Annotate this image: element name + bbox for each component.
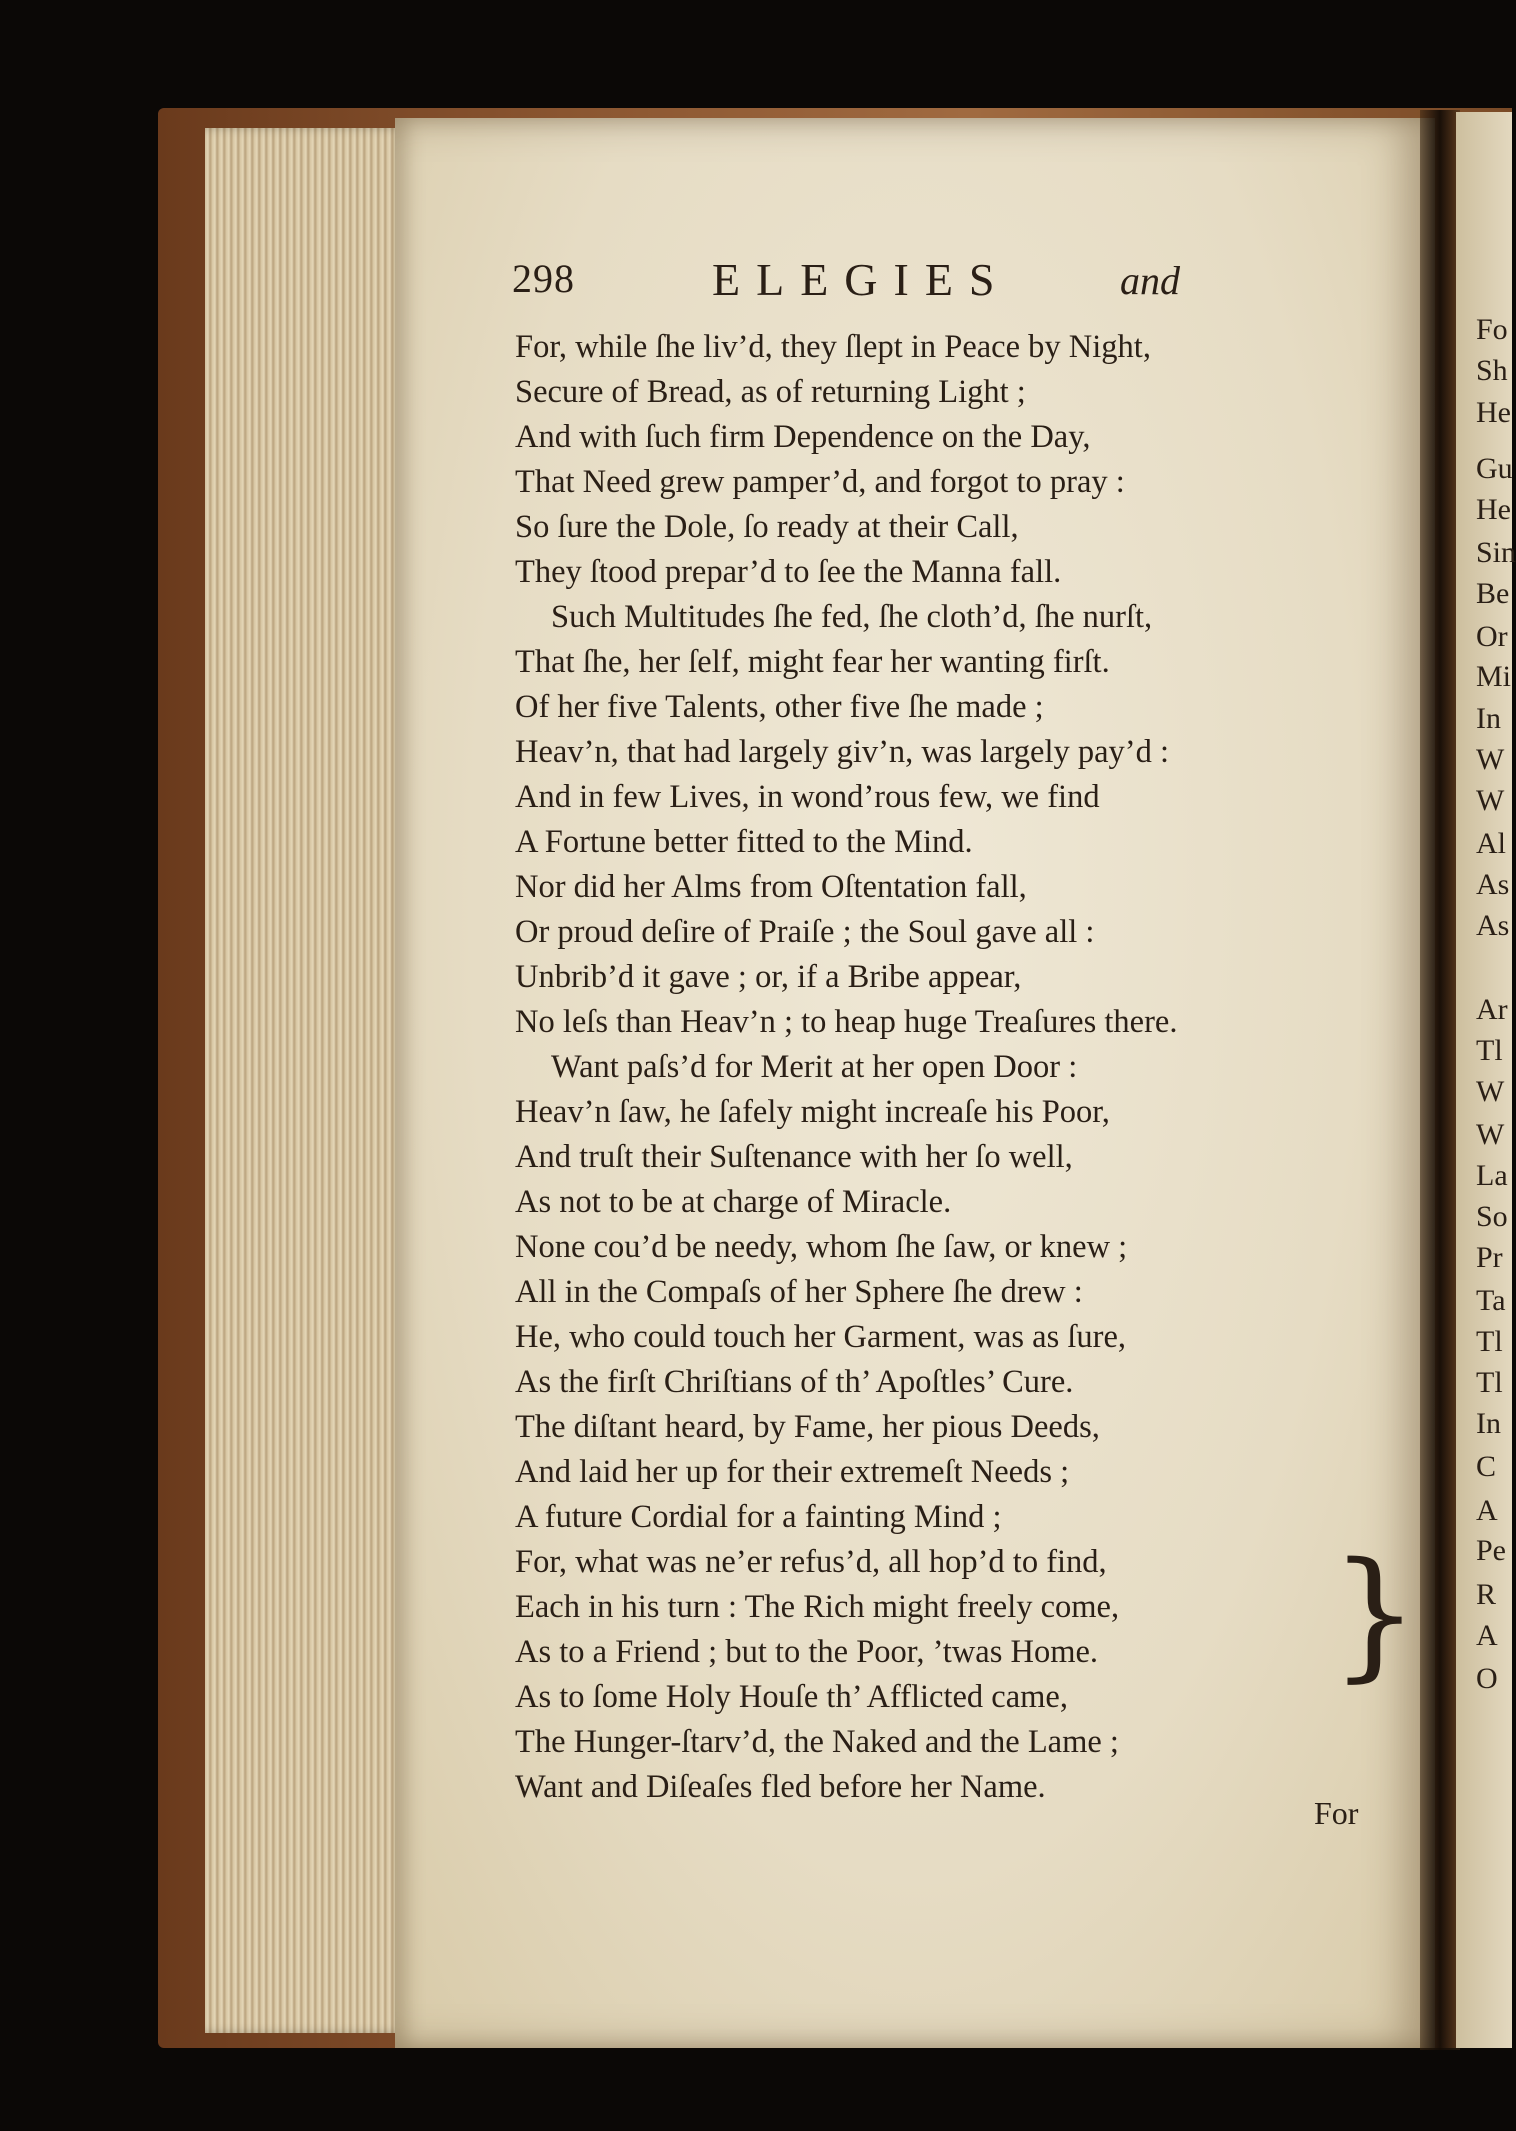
poem-line: As the firſt Chriſtians of th’ Apoſtles’ Cure. (515, 1364, 1074, 1400)
facing-page-fragment: R (1476, 1577, 1497, 1611)
poem-line: And with ſuch firm Dependence on the Day, (515, 419, 1091, 455)
poem-line: And laid her up for their extremeſt Needs ; (515, 1454, 1070, 1490)
poem-line: He, who could touch her Garment, was as ſure, (515, 1319, 1126, 1355)
brace-mark: } (1330, 1533, 1420, 1696)
facing-page-fragment: Al (1476, 827, 1506, 861)
poem-line: So ſure the Dole, ſo ready at their Call, (515, 509, 1019, 545)
running-title: ELEGIES (712, 254, 1011, 305)
facing-page-fragment: A (1476, 1493, 1498, 1527)
poem-line: Nor did her Alms from Oſtentation fall, (515, 869, 1027, 905)
catchword: For (1314, 1795, 1359, 1831)
facing-page-fragment: Fo (1476, 313, 1508, 347)
poem-line: None cou’d be needy, whom ſhe ſaw, or knew ; (515, 1229, 1128, 1265)
facing-page-fragment: Tl (1476, 1033, 1503, 1067)
poem-line: Want paſs’d for Merit at her open Door : (551, 1049, 1078, 1085)
page-number: 298 (512, 256, 575, 301)
facing-page-fragment: As (1476, 908, 1510, 942)
facing-page-fragment: He (1476, 396, 1511, 430)
poem-line: That ſhe, her ſelf, might fear her wanting firſt. (515, 644, 1110, 680)
facing-page-fragment: So (1476, 1199, 1508, 1233)
facing-page-fragment: Sh (1476, 353, 1508, 387)
poem-line: For, while ſhe liv’d, they ſlept in Peace by Night, (515, 329, 1151, 365)
facing-page-fragment: W (1476, 1118, 1505, 1152)
running-title-and: and (1120, 258, 1180, 303)
facing-page-fragment: Tl (1476, 1365, 1503, 1399)
poem-line: That Need grew pamper’d, and forgot to pray : (515, 464, 1125, 500)
facing-page-fragment: Gu (1476, 451, 1513, 485)
facing-page-fragment: La (1476, 1159, 1508, 1193)
facing-page-fragment: Pr (1476, 1240, 1503, 1274)
facing-page-fragment: O (1476, 1662, 1498, 1696)
poem-line: A Fortune better fitted to the Mind. (515, 824, 973, 860)
facing-page-fragment: Tl (1476, 1324, 1503, 1358)
facing-page-fragment: Sin (1476, 536, 1516, 570)
facing-page-fragment: In (1476, 1406, 1501, 1440)
poem-line: Or proud deſire of Praiſe ; the Soul gave all : (515, 914, 1095, 950)
facing-page (1456, 112, 1516, 2048)
poem-line: As to a Friend ; but to the Poor, ’twas Home. (515, 1634, 1099, 1670)
facing-page-fragment: W (1476, 1074, 1505, 1108)
poem-line: The diſtant heard, by Fame, her pious Deeds, (515, 1409, 1100, 1445)
poem-line: As to ſome Holy Houſe th’ Afflicted came, (515, 1679, 1068, 1715)
facing-page-fragment: Mi (1476, 659, 1512, 693)
facing-page-fragment: Pe (1476, 1534, 1506, 1568)
facing-page-fragment: In (1476, 702, 1501, 736)
poem-line: A future Cordial for a fainting Mind ; (515, 1499, 1002, 1535)
poem-line: Of her five Talents, other five ſhe made ; (515, 689, 1044, 725)
facing-page-fragment: As (1476, 868, 1510, 901)
poem-line: And truſt their Suſtenance with her ſo well, (515, 1139, 1073, 1175)
poem-line: Heav’n, that had largely giv’n, was largely pay’d : (515, 734, 1170, 770)
poem-line: All in the Compaſs of her Sphere ſhe drew : (515, 1274, 1083, 1310)
poem-line: Each in his turn : The Rich might freely come, (515, 1589, 1120, 1625)
poem-line: Want and Diſeaſes fled before her Name. (515, 1769, 1046, 1805)
poem-line: Such Multitudes ſhe fed, ſhe cloth’d, ſhe nurſt, (551, 599, 1153, 635)
facing-page-fragment: Be (1476, 576, 1510, 610)
page-edges (205, 128, 405, 2033)
facing-page-fragment: Ta (1476, 1284, 1506, 1318)
poem-line: Unbrib’d it gave ; or, if a Bribe appear, (515, 959, 1022, 995)
poem-line: For, what was ne’er refus’d, all hop’d to find, (515, 1544, 1107, 1580)
poem-line: And in few Lives, in wond’rous few, we find (515, 779, 1100, 815)
poem-line: Heav’n ſaw, he ſafely might increaſe his Poor, (515, 1094, 1110, 1130)
book-gutter (1420, 110, 1460, 2050)
poem-line: As not to be at charge of Miracle. (515, 1184, 952, 1220)
facing-page-fragment: A (1476, 1618, 1498, 1652)
facing-page-fragment: W (1476, 783, 1505, 817)
poem-line: Secure of Bread, as of returning Light ; (515, 374, 1026, 410)
facing-page-fragment: He (1476, 492, 1511, 526)
facing-page-fragment: C (1476, 1450, 1497, 1484)
page-header (512, 255, 1192, 315)
facing-page-fragment: W (1476, 742, 1505, 776)
facing-page-fragment: Ar (1476, 993, 1508, 1027)
poem-line: No leſs than Heav’n ; to heap huge Treaſures there. (515, 1004, 1178, 1040)
poem-text (515, 325, 1395, 1810)
facing-page-fragment: Or (1476, 620, 1508, 654)
poem-line: The Hunger-ſtarv’d, the Naked and the Lame ; (515, 1724, 1119, 1760)
poem-line: They ſtood prepar’d to ſee the Manna fall. (515, 554, 1062, 590)
